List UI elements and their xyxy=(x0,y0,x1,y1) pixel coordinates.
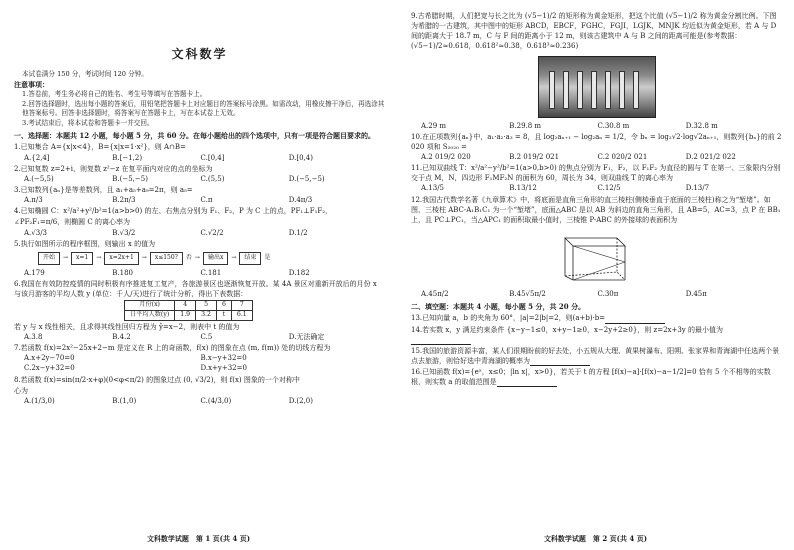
flow-condition: x≤150? xyxy=(150,252,183,265)
table-cell: 7 xyxy=(231,300,252,310)
option: D.32.8 m xyxy=(685,121,718,130)
option: D.2 021/2 022 xyxy=(685,152,736,161)
option: D.(2,0) xyxy=(288,396,313,405)
photo-column xyxy=(633,71,639,109)
option: C.181 xyxy=(200,268,222,277)
option: D.无法确定 xyxy=(288,333,325,342)
answer-blank xyxy=(497,379,557,387)
page-right xyxy=(397,0,794,550)
options xyxy=(14,363,385,373)
option: A.π/3 xyxy=(24,196,43,205)
question-3: 3.已知数列{aₙ}是等差数列，且 a₁+a₅+a₉=2π，则 a₅= xyxy=(14,185,193,194)
table-cell: 6 xyxy=(216,300,231,310)
option: B.2 019/2 021 xyxy=(509,152,560,161)
options xyxy=(14,174,385,184)
question-text: 15.我国的旅游资源丰富，某人们很期盼前的好去处，小五规从大理、黄果树瀑布、阳朔、张家界和青海湖中任选两个景点去旅游，则恰好选中青海湖的概率为 xyxy=(411,346,780,365)
photo-column xyxy=(577,71,583,109)
flow-yes: 是 xyxy=(264,253,271,261)
temple-photo xyxy=(538,56,656,118)
option: B.(−5,−5) xyxy=(112,174,148,183)
question-text: 16.已知函数 f(x)={eˣ，x≤0；|ln x|，x>0}，若关于 t 的方程 [f(x)−a]·[f(x)−a−1/2]=0 恰有 5 个不相等的实数根，则实数 a 的取值范围是 xyxy=(411,368,771,387)
options xyxy=(411,152,782,162)
question-1: 1.已知集合 A={x|x<4}，B={x|x=1·x²}，则 A∩B= xyxy=(14,143,186,152)
question-13 xyxy=(411,313,782,323)
option: C.√2/2 xyxy=(200,228,224,237)
exam-intro: 本试卷满分 150 分，考试时间 120 分钟。 xyxy=(22,70,148,79)
option: D.(−5,−5) xyxy=(288,174,325,183)
options xyxy=(14,353,385,363)
option: B.45√5π/2 xyxy=(509,290,546,299)
table-cell: t xyxy=(216,310,231,320)
option: C.30π xyxy=(597,290,619,299)
option: A.29 m xyxy=(421,121,447,130)
question-4: 4.已知椭圆 C：x²/a²+y²/b²=1(a>b>0) 的左、右焦点分别为 F₁、F₂，P 为 C 上的点，PF₁⊥F₁F₂， xyxy=(14,207,333,216)
notice-item: 1.答卷前，考生务必将自己的姓名、考生号等填写在答题卡上。 xyxy=(22,90,207,99)
option: A.(1/3,0) xyxy=(24,396,55,405)
page-footer: 文科数学试题 第 2 页(共 4 页) xyxy=(543,533,648,543)
table-row xyxy=(125,300,253,310)
option: D.[0,4) xyxy=(288,153,313,162)
table-cell: 月份(x) xyxy=(125,300,175,310)
question-2: 2.已知复数 z=2+i，则复数 z²−z 在复平面内对应的点的坐标为 xyxy=(14,164,213,173)
option: A.179 xyxy=(24,268,45,277)
prism-figure xyxy=(559,228,782,287)
option: C.π xyxy=(200,196,213,205)
option: A.45π/2 xyxy=(421,290,449,299)
notice-heading: 注意事项： xyxy=(14,79,49,89)
page-footer: 文科数学试题 第 1 页(共 4 页) xyxy=(146,533,251,543)
option: C.[0,4] xyxy=(200,153,225,162)
question-8-cont: 心为 xyxy=(14,386,28,395)
question-4-cont: ∠PF₂F₁=π/6，则椭圆 C 的离心率为 xyxy=(14,218,130,227)
table-cell: 4 xyxy=(175,300,196,310)
option: A.x+2y−70=0 xyxy=(24,354,75,363)
notice-item: 2.回答选择题时，选出每小题的答案后，用铅笔把答题卡上对应题目的答案标号涂黑。如需改动，用橡皮擦干净后，再选涂其他答案标号。回答非选择题时，将答案写在答题卡上，写在本试卷上无效。 xyxy=(22,99,385,118)
question-6: 6.我国在有效防控疫情的同时积极有序推进复工复产，各旅游景区也逐渐恢复开放。某 4A 景区对重新开放后的月份 x 与该月游客的平均人数 y (单位：千人/天)进行了统计分析，得出下表数据： xyxy=(14,279,377,298)
option: D.13/7 xyxy=(685,184,710,193)
options xyxy=(14,228,385,238)
page-title: 文科数学 xyxy=(171,47,228,61)
table-cell: 3.2 xyxy=(196,310,217,320)
table-cell: 日平均人数(y) xyxy=(125,310,175,320)
option: B.13/12 xyxy=(509,184,537,193)
flow-init: x=1 xyxy=(71,252,93,265)
question-9: 9.古希腊时期，人们把宽与长之比为 (√5−1)/2 的矩形称为黄金矩形，把这个比值 (√5−1)/2 称为黄金分割比例。下图为希腊的一古建筑，其中图中的矩形 ABCD，EBCF，FGHC，FGJI，LGJK，MNJK 均近似为黄金矩形，若 A 与 D 间的距离大于 18.7 m，C 与 F 间的距离小于 12 m，则该古建筑中 A 与 B 之间的距离可能是(参考数据：(√5−1)/2≈0.618，0.618²≈0.38，0.618³≈0.236) xyxy=(411,12,777,51)
question-12: 12.我国古代数学名著《九章算术》中，将底面是直角三角形的直三棱柱(侧棱垂直于底面的三棱柱)称之为“堑堵”。如图，三棱柱 ABC-A₁B₁C₁ 为一个“堑堵”，底面△ABC 是以 AB 为斜边的直角三角形，且 AB=5，AC=3，点 P 在 BB₁ 上，且 PC⊥PC₁，当△APC₁ 的面积取最小值时，三棱锥 P-ABC 的外接球的表面积为 xyxy=(411,195,781,224)
question-text: 13.已知向量 a，b 的夹角为 60°，|a|=2|b|=2，则(a+b)·b= xyxy=(411,314,606,323)
option: B.x−y+32=0 xyxy=(200,354,247,363)
section-heading: 一、选择题：本题共 12 小题，每小题 5 分，共 60 分。在每小题给出的四个选项中，只有一项是符合题目要求的。 xyxy=(14,131,375,141)
question-5: 5.执行如图所示的程序框图，则输出 x 的值为 xyxy=(14,239,156,248)
option: D.1/2 xyxy=(288,228,308,237)
options xyxy=(14,268,385,278)
photo-column xyxy=(549,71,555,109)
notice-item: 3.考试结束后，将本试卷和答题卡一并交回。 xyxy=(22,118,154,127)
options xyxy=(411,121,782,131)
option: A.2 019/2 020 xyxy=(421,152,471,161)
question-10: 10.在正项数列{aₙ}中，a₁·a₂·a₃ = 8，且 log₂aₙ₊₁ − log₂aₙ = 1/2，令 bₙ = log₂√2·log√2aₙ₊₁，则数列{bₙ}的前 2 020 项和 S₂₀₂₀ = xyxy=(411,132,782,151)
photo-column xyxy=(605,71,611,109)
question-8: 8.若函数 f(x)=sin(π/2·x+φ)(0<φ<π/2) 的图象过点 (0, √3/2)，则 f(x) 图象的一个对称中 xyxy=(14,375,300,384)
option: B.√3/2 xyxy=(112,228,136,237)
option: A.{2,4] xyxy=(24,153,50,162)
question-11: 11.已知双曲线 T：x²/a²−y²/b²=1(a>0,b>0) 的焦点分别为 F₁，F₂，以 F₁F₂ 为直径的圆与 T 在第一、三象限内分别交于点 M，N，四边形 F₁MF₂N 的面积为 60，周长为 34，则双曲线 T 的离心率为 xyxy=(411,164,781,183)
option: B.29.8 m xyxy=(509,121,542,130)
option: D.45π xyxy=(685,290,707,299)
flow-end: 结束 xyxy=(239,252,261,265)
answer-blank xyxy=(530,358,590,366)
table-cell: 6.1 xyxy=(231,310,252,320)
option: C.(5,5) xyxy=(200,174,225,183)
option: A.√3/3 xyxy=(24,228,48,237)
question-16 xyxy=(411,367,782,387)
option: B.(1,0) xyxy=(112,396,137,405)
question-14 xyxy=(411,325,782,345)
options xyxy=(14,396,385,406)
option: C.5 xyxy=(200,333,213,342)
question-15 xyxy=(411,346,782,366)
option: C.12/5 xyxy=(597,184,621,193)
question-7: 7.若函数 f(x)=2x²−25x+2−m 是定义在 R 上的奇函数，f(x) 的图象在点 (m, f(m)) 处的切线方程为 xyxy=(14,344,331,353)
options xyxy=(14,332,385,342)
question-text: 14.若实数 x，y 满足约束条件 {x−y−1≤0，x+y−1≥0，x−2y+2≥0}，则 z=2x+3y 的最小值为 xyxy=(411,325,723,334)
photo-column xyxy=(563,71,569,109)
option: B.4.2 xyxy=(112,333,131,342)
option: C.2x−y+32=0 xyxy=(24,364,75,373)
answer-blank xyxy=(605,316,665,324)
option: C.2 020/2 021 xyxy=(597,152,648,161)
flowchart: 开始 → x=1 → x=2x+1 → x≤150? 否 → 输出x → 结束 是 xyxy=(14,252,385,265)
option: B.[−1,2) xyxy=(112,153,143,162)
options xyxy=(411,289,782,299)
options xyxy=(14,195,385,205)
flow-start: 开始 xyxy=(38,252,60,265)
table-cell: 1.9 xyxy=(175,310,196,320)
option: B.180 xyxy=(112,268,133,277)
prism-diagram xyxy=(559,228,631,284)
photo-column xyxy=(591,71,597,109)
flow-step: x=2x+1 xyxy=(104,252,138,265)
option: C.(4/3,0) xyxy=(200,396,232,405)
option: D.182 xyxy=(288,268,310,277)
options xyxy=(14,153,385,163)
section-heading: 二、填空题：本题共 4 小题，每小题 5 分，共 20 分。 xyxy=(411,302,586,312)
option: C.30.8 m xyxy=(597,121,630,130)
flow-no: 否 xyxy=(185,253,192,261)
options xyxy=(411,183,782,193)
table-row xyxy=(125,310,253,320)
flow-output: 输出x xyxy=(203,252,228,265)
option: D.4π/3 xyxy=(288,196,313,205)
option: A.13/5 xyxy=(421,184,444,193)
table-cell: 5 xyxy=(196,300,217,310)
question-6-cont: 若 y 与 x 线性相关，且求得其线性回归方程为 ŷ=x−2，则表中 t 的值为 xyxy=(14,322,240,331)
option: A.3.8 xyxy=(24,333,43,342)
option: B.2π/3 xyxy=(112,196,136,205)
option: A.(−5,5) xyxy=(24,174,54,183)
photo-column xyxy=(619,71,625,109)
data-table xyxy=(124,300,253,321)
answer-blank xyxy=(411,337,471,345)
option: D.x+y+32=0 xyxy=(200,364,247,373)
